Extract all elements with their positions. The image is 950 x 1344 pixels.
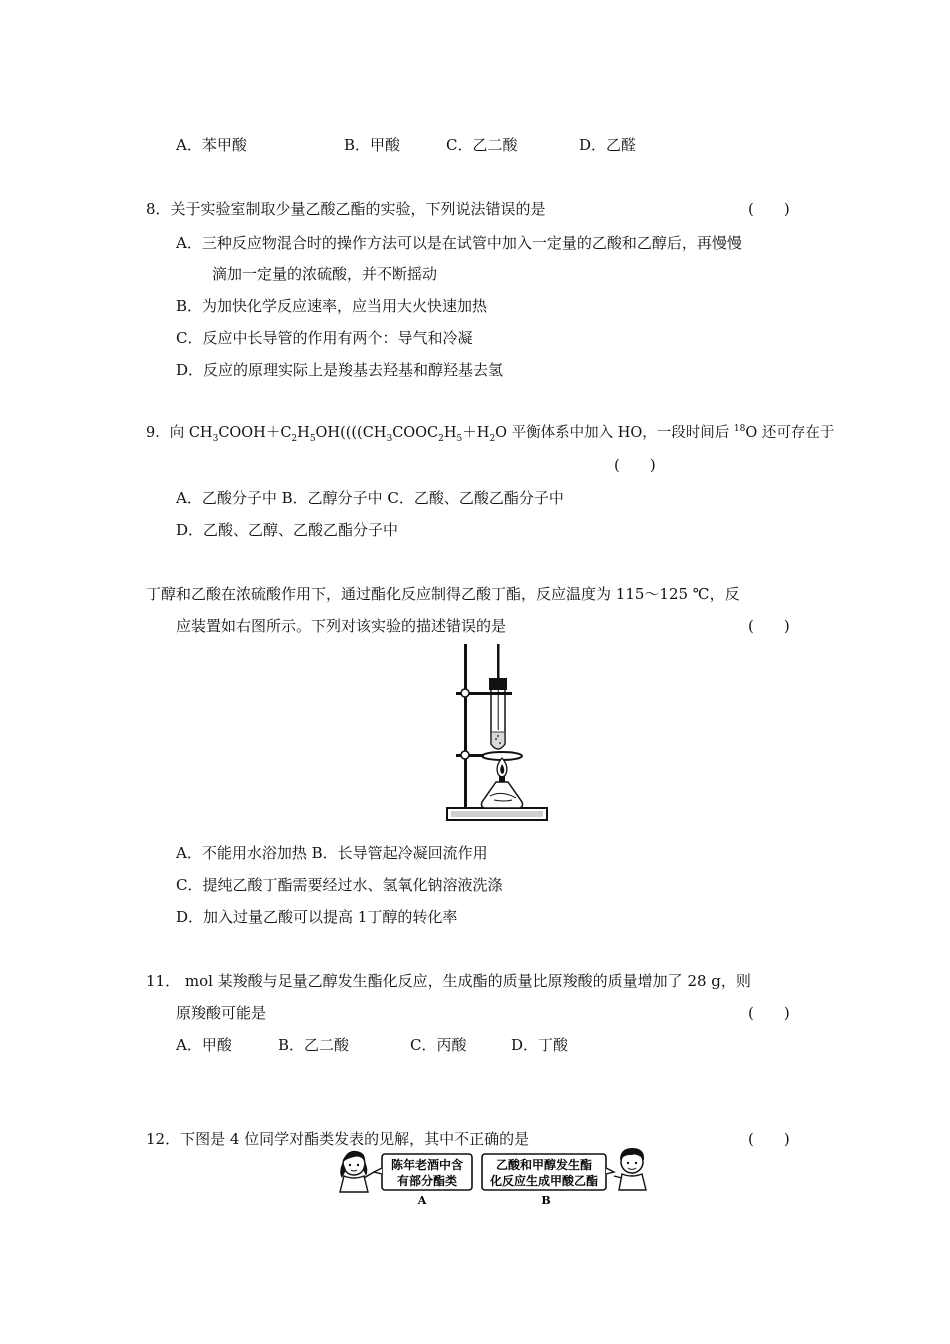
q11-stem-line1: 11． mol 某羧酸与足量乙醇发生酯化反应，生成酯的质量比原羧酸的质量增加了 28 g，则 — [146, 972, 751, 990]
stand-rod — [464, 644, 467, 808]
figure-label-a: A — [417, 1194, 427, 1207]
reflux-apparatus-figure — [438, 640, 550, 826]
q11-option-a: A．甲酸 — [176, 1036, 232, 1054]
bubble-a-line2: 有部分酯类 — [396, 1174, 458, 1188]
q10-option-c: C．提纯乙酸丁酯需要经过水、氢氧化钠溶液洗涤 — [176, 876, 503, 894]
q12-answer-paren: ( ) — [748, 1130, 790, 1148]
q9-option-d: D．乙酸、乙醇、乙酸乙酯分子中 — [176, 521, 399, 539]
q8-option-b: B．为加快化学反应速率，应当用大火快速加热 — [176, 297, 488, 315]
q10-answer-paren: ( ) — [748, 617, 790, 635]
bubble-a-line1: 陈年老酒中含 — [390, 1158, 464, 1172]
student-a-illustration — [340, 1151, 374, 1192]
q10-stem-line1: 丁醇和乙酸在浓硫酸作用下，通过酯化反应制得乙酸丁酯，反应温度为 115～125 ℃，反 — [146, 585, 740, 603]
q9-stem: 9．向 $CH_3COOH+C_2H_5OH((((CH_3COOC_2H_5+H_2O$ 平衡体系中加入 HO，一段时间后 $^{18}$O 还可存在于 — [146, 424, 835, 444]
q11-answer-paren: ( ) — [748, 1004, 790, 1022]
q12-stem: 12．下图是 4 位同学对酯类发表的见解，其中不正确的是 — [146, 1130, 530, 1148]
q11-option-d: D．丁酸 — [511, 1036, 569, 1054]
q9-options-abc: A．乙酸分子中 B．乙醇分子中 C．乙酸、乙酸乙酯分子中 — [176, 489, 564, 507]
q10-options-ab: A．不能用水浴加热 B．长导管起冷凝回流作用 — [176, 844, 488, 862]
q8-answer-paren: ( ) — [748, 200, 790, 218]
q8-stem: 8．关于实验室制取少量乙酸乙酯的实验，下列说法错误的是 — [146, 200, 546, 218]
q10-option-d: D．加入过量乙酸可以提高 1丁醇的转化率 — [176, 908, 458, 926]
q8-option-a-line2: 滴加一定量的浓硫酸，并不断摇动 — [212, 265, 438, 283]
q7-option-a: A．苯甲酸 — [176, 136, 247, 154]
student-b-illustration — [614, 1148, 646, 1190]
q7-option-d: D．乙醛 — [579, 136, 637, 154]
q10-stem-line2: 应装置如右图所示。下列对该实验的描述错误的是 — [176, 617, 507, 635]
q8-option-c: C．反应中长导管的作用有两个：导气和冷凝 — [176, 329, 473, 347]
students-opinions-figure — [320, 1140, 660, 1210]
q8-option-a-line1: A．三种反应物混合时的操作方法可以是在试管中加入一定量的乙酸和乙醇后，再慢慢 — [176, 234, 742, 252]
q11-option-c: C．丙酸 — [410, 1036, 467, 1054]
alcohol-lamp — [482, 782, 523, 808]
q11-stem-line2: 原羧酸可能是 — [176, 1004, 267, 1022]
q7-option-b: B．甲酸 — [344, 136, 401, 154]
bubble-b-line1: 乙酸和甲醇发生酯 — [495, 1158, 593, 1172]
bubble-b-line2: 化反应生成甲酸乙酯 — [489, 1174, 599, 1188]
q9-answer-paren: ( ) — [614, 456, 656, 474]
q11-option-b: B．乙二酸 — [278, 1036, 350, 1054]
q8-option-d: D．反应的原理实际上是羧基去羟基和醇羟基去氢 — [176, 361, 504, 379]
figure-label-b: B — [541, 1194, 551, 1207]
q7-option-c: C．乙二酸 — [446, 136, 518, 154]
stopper — [489, 678, 507, 690]
